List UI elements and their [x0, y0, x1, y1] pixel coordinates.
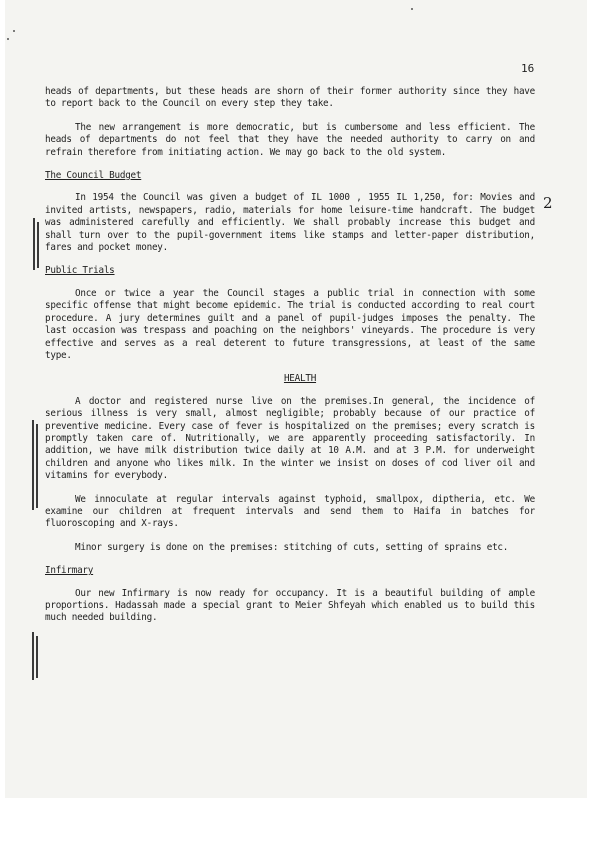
paragraph: Minor surgery is done on the premises: stitching of cuts, setting of sprains etc. [75, 541, 509, 553]
paper-speck [13, 30, 15, 32]
margin-bar [32, 420, 34, 510]
document-body [45, 86, 535, 636]
paragraph: Once or twice a year the Council stages a public trial in connection with some specific offense that might become epidemic. The trial is conducted according to real court procedure. A jury determines guilt and a panel of pupil-judges imposes the penalty. The last occasion was trespass and poaching on the neighbors' vineyards. The procedure is very effective and serves as a real deterent to future transgressions, at least of the same type. [45, 287, 535, 361]
paragraph: heads of departments, but these heads are shorn of their former authority since they have to report back to the Council on every step they take. [45, 86, 535, 110]
margin-bar [37, 222, 39, 268]
margin-bar [33, 218, 35, 270]
paragraph: In 1954 the Council was given a budget of IL 1000 , 1955 IL 1,250, for: Movies and invited artists, newspapers, radio, materials for home leisure-time handcraft. The budget was administered carefully and efficiently. We shall probably increase this budget and shall turn over to the pupil-government items like stamps and letter-paper distribution, fares and pocket money. [45, 192, 535, 254]
paragraph: We innoculate at regular intervals against typhoid, smallpox, diptheria, etc. We examine our children at frequent intervals and send them to Haifa in batches for fluoroscoping and X-rays. [45, 493, 535, 530]
paper-speck [7, 38, 9, 40]
margin-bar [32, 632, 34, 680]
section-heading: HEALTH [283, 373, 317, 385]
page-number: 16 [521, 62, 535, 75]
section-heading: The Council Budget [45, 170, 142, 182]
paragraph: The new arrangement is more democratic, but is cumbersome and less efficient. The heads of departments do not feel that they have the needed authority to carry on and refrain therefore from initiating action. We may go back to the old system. [45, 121, 535, 158]
paragraph: Our new Infirmary is now ready for occupancy. It is a beautiful building of ample proportions. Hadassah made a special grant to Meier Shfeyah which enabled us to build this much needed building. [45, 587, 535, 624]
paper-speck [411, 8, 413, 10]
paragraph: A doctor and registered nurse live on the premises.In general, the incidence of serious illness is very small, almost negligible; probably because of our practice of preventive medicine. Every case of fever is hospitalized on the premises; every scratch is promptly taken care of. Nutritionally, we are apparently proceeding satisfactorily. In addition, we have milk distribution twice daily at 10 A.M. and at 3 P.M. for underweight children and anyone who likes milk. In the winter we insist on doses of cod liver oil and vitamins for everybody. [45, 395, 535, 482]
margin-annotation: 2 [543, 194, 553, 212]
margin-bar [36, 424, 38, 508]
section-heading: Public Trials [45, 265, 115, 277]
margin-bar [36, 636, 38, 678]
section-heading: Infirmary [45, 565, 94, 577]
